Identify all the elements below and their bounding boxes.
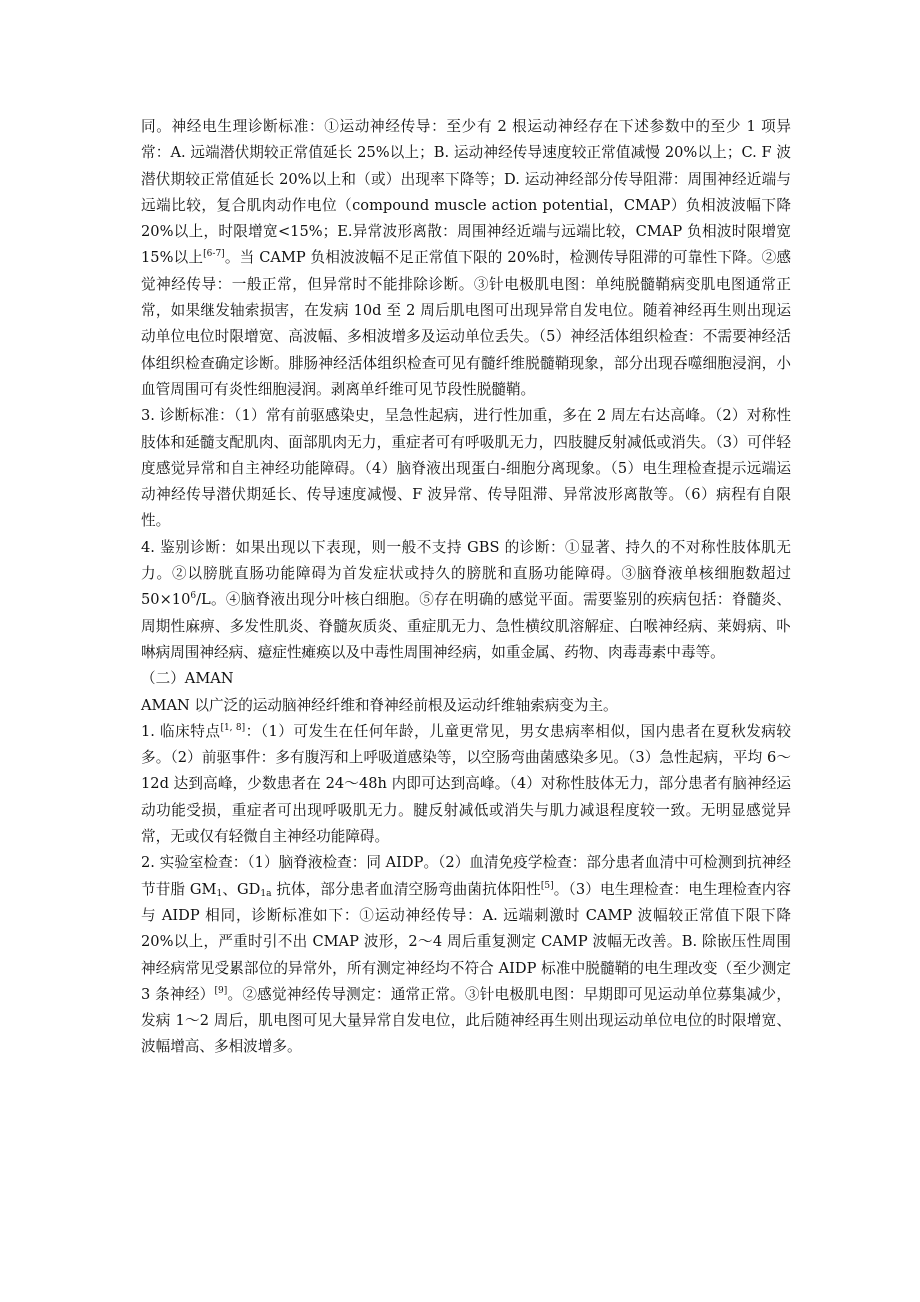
text-run: 抗体，部分患者血清空肠弯曲菌抗体阳性 (271, 880, 541, 898)
text-run: 4. 鉴别诊断：如果出现以下表现，则一般不支持 GBS 的诊断：①显著、持久的不对称性肢体肌无力。②以膀胱直肠功能障碍为首发症状或持久的膀胱和直肠功能障碍。③脑脊液单核细胞数超过 50×10 (141, 538, 791, 609)
text-run: （二）AMAN (141, 670, 234, 688)
text-run: 2. 实验室检查：（1）脑脊液检查：同 AIDP。（2）血清免疫学检查：部分患者血清中可检测到抗神经节苷脂 GM (141, 854, 791, 898)
subscript: 1a (260, 888, 272, 899)
text-run: 3. 诊断标准：（1）常有前驱感染史，呈急性起病，进行性加重，多在 2 周左右达高峰。（2）对称性肢体和延髓支配肌肉、面部肌肉无力，重症者可有呼吸肌无力，四肢腱反射减低或消失。（3）可伴轻度感觉异常和自主神经功能障碍。（4）脑脊液出现蛋白-细胞分离现象。（5）电生理检查提示远端运动神经传导潜伏期延长、传导速度减慢、F 波异常、传导阻滞、异常波形离散等。（6）病程有自限性。 (141, 407, 791, 530)
text-run: 。（3）电生理检查：电生理检查内容与 AIDP 相同，诊断标准如下：①运动神经传导：A. 远端刺激时 CAMP 波幅较正常值下限下降 20%以上，严重时引不出 CMAP 波形，2～4 周后重复测定 CAMP 波幅无改善。B. 除嵌压性周围神经病常见受累部位的异常外，所有测定神经均不符合 AIDP 标准中脱髓鞘的电生理改变（至少测定 3 条神经） (141, 880, 791, 1003)
paragraph (141, 114, 791, 403)
text-run: ：（1）可发生在任何年龄，儿童更常见，男女患病率相似，国内患者在夏秋发病较多。（2）前驱事件：多有腹泻和上呼吸道感染等，以空肠弯曲菌感染多见。（3）急性起病，平均 6～12d 达到高峰，少数患者在 24～48h 内即可达到高峰。（4）对称性肢体无力，部分患者有脑神经运动功能受损，重症者可出现呼吸肌无力。腱反射减低或消失与肌力减退程度较一致。无明显感觉异常，无或仅有轻微自主神经功能障碍。 (141, 722, 791, 846)
text-run: 。当 CAMP 负相波波幅不足正常值下限的 20%时，检测传导阻滞的可靠性下降。②感觉神经传导：一般正常，但异常时不能排除诊断。③针电极肌电图：单纯脱髓鞘病变肌电图通常正常，如果继发轴索损害，在发病 10d 至 2 周后肌电图可出现异常自发电位。随着神经再生则出现运动单位电位时限增宽、高波幅、多相波增多及运动单位丢失。（5）神经活体组织检查：不需要神经活体组织检查确定诊断。腓肠神经活体组织检查可见有髓纤维脱髓鞘现象，部分出现吞噬细胞浸润，小血管周围可有炎性细胞浸润。剥离单纤维可见节段性脱髓鞘。 (141, 249, 792, 398)
citation-superscript: [9] (214, 985, 228, 996)
text-run: 1. 临床特点 (141, 722, 221, 740)
text-run: 同。神经电生理诊断标准：①运动神经传导：至少有 2 根运动神经存在下述参数中的至少 1 项异常：A. 远端潜伏期较正常值延长 25%以上；B. 运动神经传导速度较正常值减慢 20%以上；C. F 波潜伏期较正常值延长 20%以上和（或）出现率下降等；D. 运动神经部分传导阻滞：周围神经近端与远端比较，复合肌肉动作电位（compound muscle action potential，CMAP）负相波波幅下降 20%以上，时限增宽<15%；E.异常波形离散：周围神经近端与远端比较，CMAP 负相波时限增宽 15%以上 (141, 118, 791, 267)
paragraph (141, 403, 791, 534)
subscript: 1 (216, 888, 223, 899)
citation-superscript: [1, 8] (220, 722, 246, 733)
document-body (141, 114, 791, 1061)
citation-superscript: [6-7] (203, 249, 225, 260)
text-run: 、GD (222, 880, 261, 898)
paragraph (141, 666, 791, 692)
paragraph (141, 693, 791, 719)
text-run: 。②感觉神经传导测定：通常正常。③针电极肌电图：早期即可见运动单位募集减少，发病 1～2 周后，肌电图可见大量异常自发电位，此后随神经再生则出现运动单位电位的时限增宽、波幅增高、多相波增多。 (141, 985, 791, 1056)
paragraph (141, 850, 791, 1060)
paragraph (141, 535, 791, 666)
citation-superscript: 6 (190, 591, 197, 602)
text-run: /L。④脑脊液出现分叶核白细胞。⑤存在明确的感觉平面。需要鉴别的疾病包括：脊髓炎、周期性麻痹、多发性肌炎、脊髓灰质炎、重症肌无力、急性横纹肌溶解症、白喉神经病、莱姆病、卟啉病周围神经病、癔症性瘫痪以及中毒性周围神经病，如重金属、药物、肉毒毒素中毒等。 (141, 591, 791, 661)
text-run: AMAN 以广泛的运动脑神经纤维和脊神经前根及运动纤维轴索病变为主。 (141, 696, 618, 714)
paragraph (141, 719, 791, 850)
citation-superscript: [5] (540, 880, 554, 891)
